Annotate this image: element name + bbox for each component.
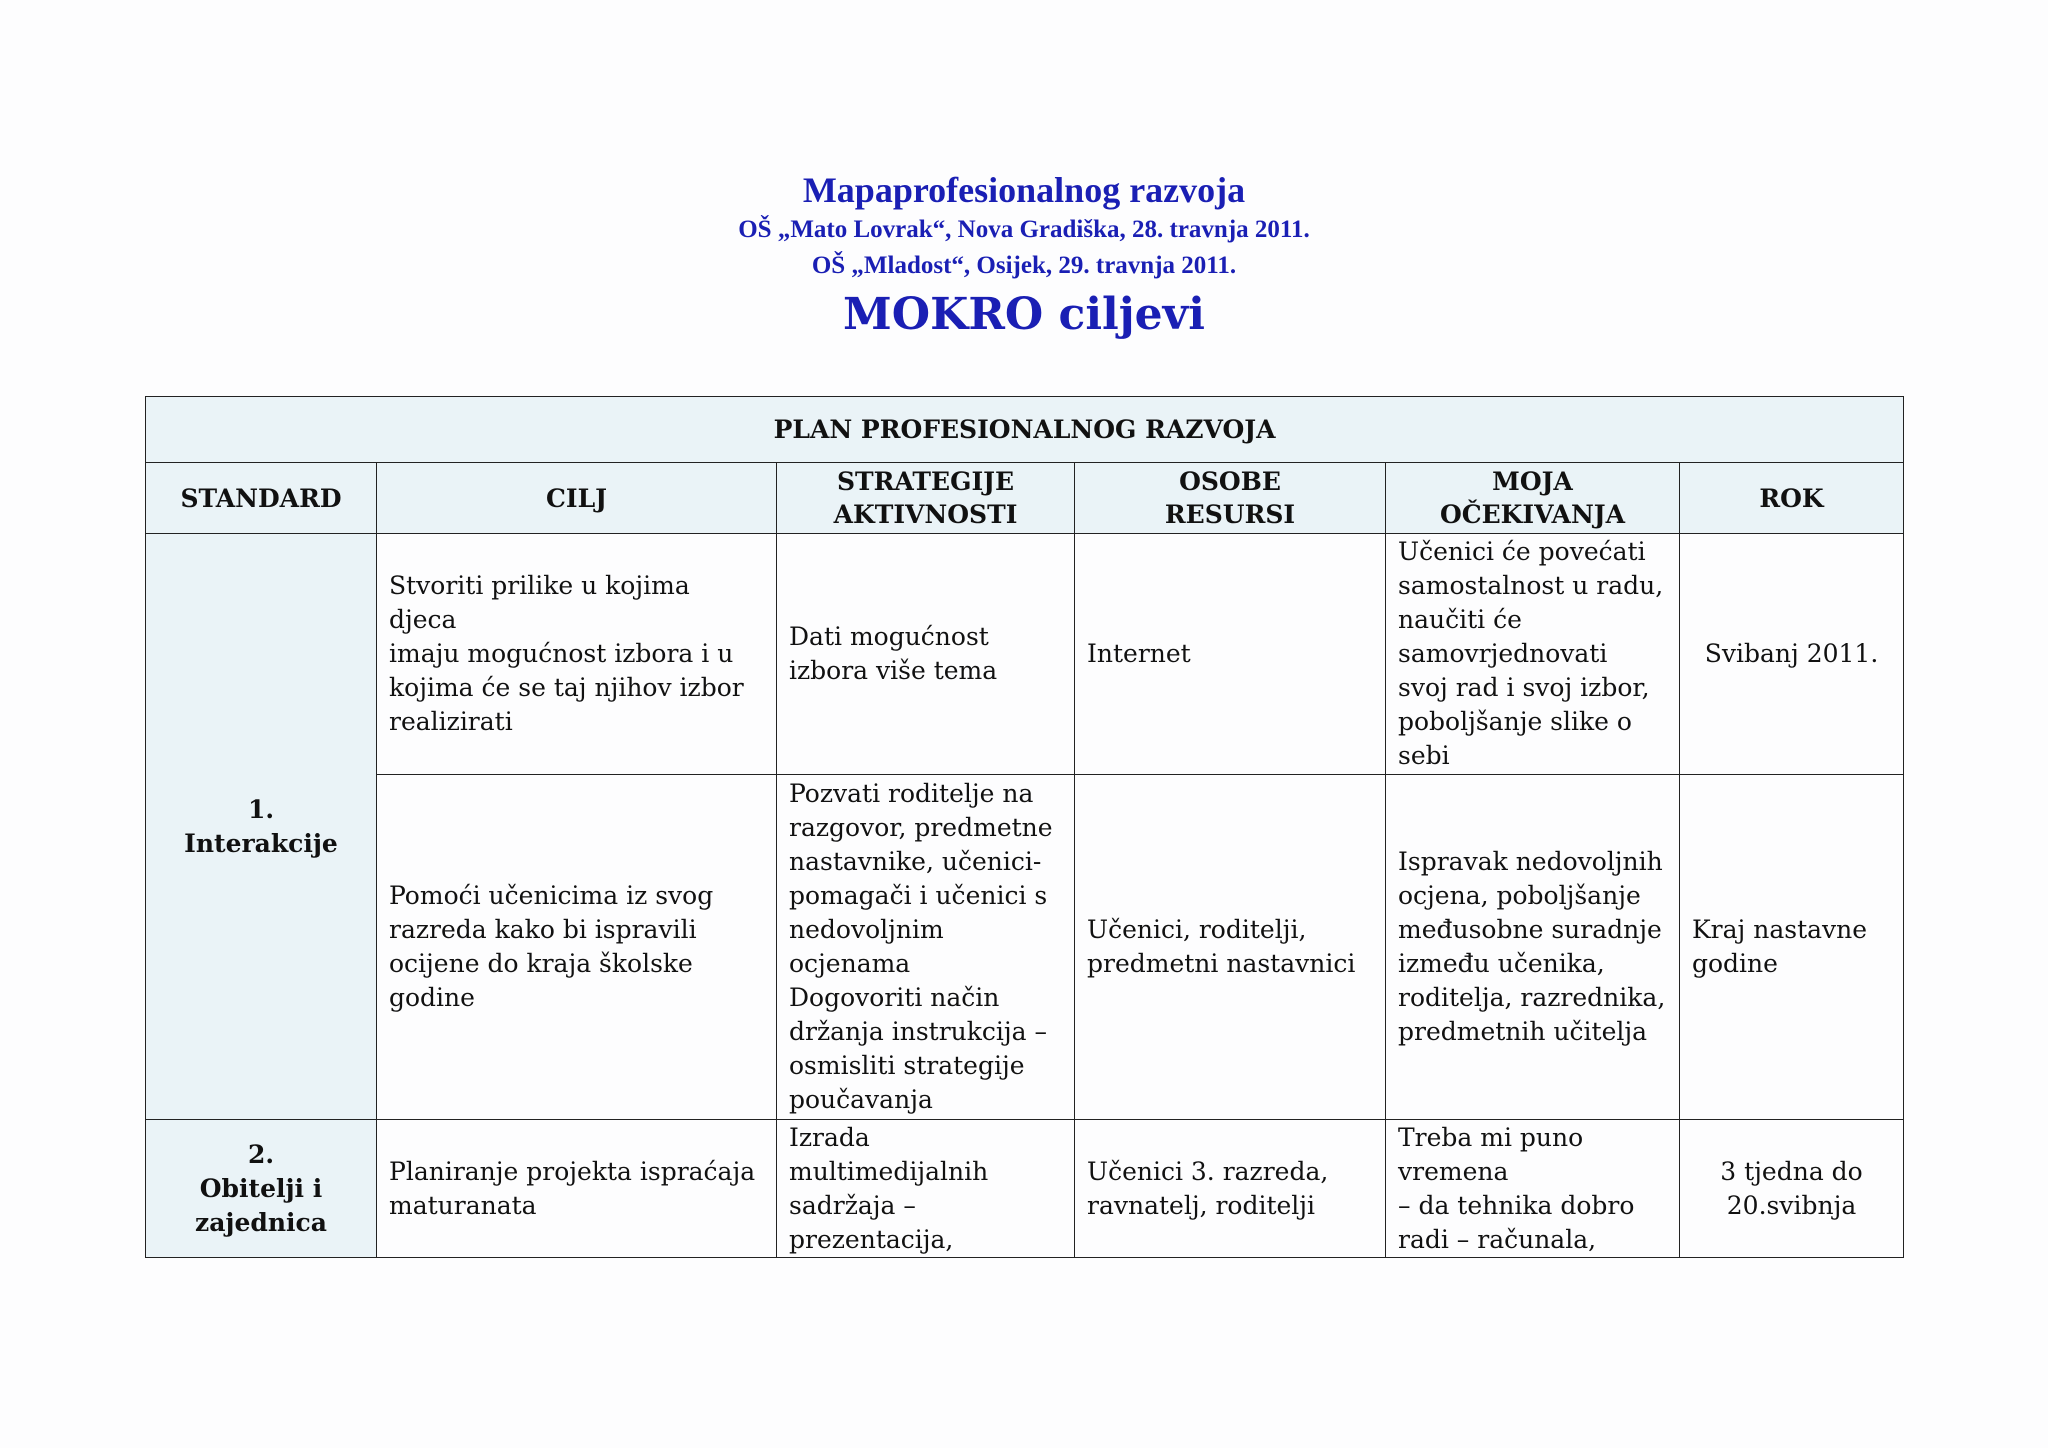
rok-cell: 3 tjedna do 20.svibnja bbox=[1680, 1120, 1904, 1258]
osobe-cell: Internet bbox=[1075, 534, 1386, 775]
document-title: Mapaprofesionalnog razvoja bbox=[802, 170, 1246, 210]
cilj-cell: Stvoriti prilike u kojima djeca imaju mogućnost izbora i u kojima će se taj njihov izbor realizirati bbox=[377, 534, 777, 775]
rok-cell: Kraj nastavne godine bbox=[1680, 775, 1904, 1120]
osobe-cell: Učenici, roditelji, predmetni nastavnici bbox=[1075, 775, 1386, 1120]
ocekivanja-cell: Ispravak nedovoljnih ocjena, poboljšanje međusobne suradnje između učenika, roditelja, razrednika, predmetnih učitelja bbox=[1386, 775, 1680, 1120]
strategije-cell: Pozvati roditelje na razgovor, predmetne nastavnike, učenici- pomagači i učenici s nedovoljnim ocjenama Dogovoriti način držanja instrukcija – osmisliti strategije poučavanja bbox=[777, 775, 1075, 1120]
school-line-2: OŠ „Mladost“, Osijek, 29. travnja 2011. bbox=[811, 252, 1237, 279]
column-header-standard: STANDARD bbox=[146, 463, 377, 534]
table-row bbox=[146, 1120, 1904, 1258]
column-header-osobe: OSOBE RESURSI bbox=[1075, 463, 1386, 534]
development-plan-table bbox=[145, 396, 1904, 1258]
ocekivanja-cell: Treba mi puno vremena – da tehnika dobro radi – računala, bbox=[1386, 1120, 1680, 1258]
column-header-cilj: CILJ bbox=[377, 463, 777, 534]
cilj-cell: Pomoći učenicima iz svog razreda kako bi ispravili ocijene do kraja školske godine bbox=[377, 775, 777, 1120]
section-heading: MOKRO ciljevi bbox=[843, 289, 1205, 340]
school-line-1: OŠ „Mato Lovrak“, Nova Gradiška, 28. travnja 2011. bbox=[738, 216, 1310, 243]
column-header-ocekivanja: MOJA OČEKIVANJA bbox=[1386, 463, 1680, 534]
osobe-cell: Učenici 3. razreda, ravnatelj, roditelji bbox=[1075, 1120, 1386, 1258]
strategije-cell: Dati mogućnost izbora više tema bbox=[777, 534, 1075, 775]
table-title: PLAN PROFESIONALNOG RAZVOJA bbox=[146, 397, 1904, 463]
document-header bbox=[0, 168, 2048, 346]
rok-cell: Svibanj 2011. bbox=[1680, 534, 1904, 775]
table-row bbox=[146, 534, 1904, 775]
standard-cell: 2. Obitelji i zajednica bbox=[146, 1120, 377, 1258]
table-row bbox=[146, 775, 1904, 1120]
standard-cell: 1. Interakcije bbox=[146, 534, 377, 1120]
cilj-cell: Planiranje projekta ispraćaja maturanata bbox=[377, 1120, 777, 1258]
ocekivanja-cell: Učenici će povećati samostalnost u radu, naučiti će samovrjednovati svoj rad i svoj izbor, poboljšanje slike o sebi bbox=[1386, 534, 1680, 775]
column-header-rok: ROK bbox=[1680, 463, 1904, 534]
column-header-strategije: STRATEGIJE AKTIVNOSTI bbox=[777, 463, 1075, 534]
strategije-cell: Izrada multimedijalnih sadržaja – prezentacija, bbox=[777, 1120, 1075, 1258]
